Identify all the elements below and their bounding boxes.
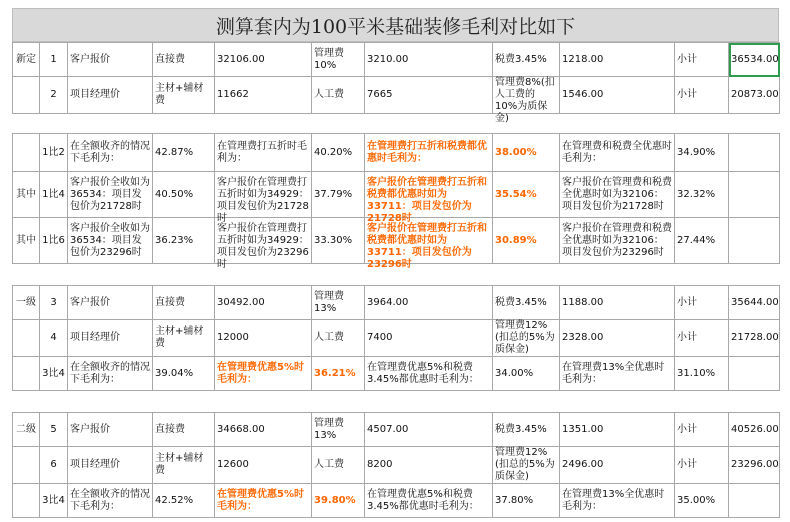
cell[interactable]: 客户报价 (68, 286, 153, 320)
cell[interactable] (729, 357, 780, 391)
table-row (13, 43, 780, 77)
cell[interactable]: 在管理费13%全优惠时毛利为： (560, 484, 675, 518)
cell[interactable]: 直接费 (153, 286, 215, 320)
cell[interactable]: 40.50% (153, 172, 215, 218)
table-row (13, 172, 780, 218)
margin-comparison-table (12, 42, 780, 518)
cell[interactable]: 税费3.45% (493, 413, 560, 447)
cell[interactable]: 在管理费优惠5%时毛利为： (215, 484, 312, 518)
cell[interactable]: 4 (40, 320, 68, 357)
table-row (13, 413, 780, 447)
cell[interactable] (493, 77, 560, 124)
cell[interactable]: 20873.00 (729, 77, 780, 114)
cell-text: 管理费13% (314, 290, 344, 314)
table-row (13, 447, 780, 484)
selected-cell[interactable]: 36534.00 (729, 43, 780, 77)
cell[interactable] (560, 218, 675, 264)
cell[interactable]: 1比4 (40, 172, 68, 218)
cell[interactable] (215, 172, 312, 224)
cell[interactable]: 37.79% (312, 172, 365, 218)
cell[interactable]: 5 (40, 413, 68, 447)
cell[interactable] (13, 77, 40, 114)
cell[interactable]: 38.00% (493, 134, 560, 172)
cell-text: 客户报价在管理费和税费全优惠时如为32106：项目发包价为23296时 (562, 222, 672, 258)
cell[interactable] (13, 484, 40, 518)
cell[interactable]: 33.30% (312, 218, 365, 264)
cell-text: 管理费8%(扣人工费的10%为质保金) (495, 77, 555, 124)
empty-row[interactable] (13, 391, 780, 413)
cell[interactable]: 项目经理价 (68, 447, 153, 484)
cell-text: 客户报价全收如为36534：项目发包价为21728时 (70, 176, 150, 212)
cell[interactable]: 1188.00 (560, 286, 675, 320)
cell-text: 客户报价在管理费和税费全优惠时如为32106：项目发包价为21728时 (562, 176, 672, 212)
cell[interactable]: 小计 (675, 413, 729, 447)
cell-text: 管理费12%(扣总的5%为质保金) (495, 320, 555, 355)
cell[interactable] (312, 286, 365, 320)
cell[interactable]: 35644.00 (729, 286, 780, 320)
cell-text: 客户报价在管理费打五折时如为34929：项目发包价为21728时 (217, 176, 309, 224)
cell[interactable]: 1351.00 (560, 413, 675, 447)
cell[interactable]: 小计 (675, 286, 729, 320)
cell[interactable]: 2496.00 (560, 447, 675, 484)
cell[interactable]: 主材+辅材费 (153, 320, 215, 357)
table-row (13, 320, 780, 357)
cell[interactable]: 34668.00 (215, 413, 312, 447)
cell[interactable]: 3 (40, 286, 68, 320)
cell[interactable]: 27.44% (675, 218, 729, 264)
cell[interactable]: 32.32% (675, 172, 729, 218)
cell[interactable]: 在全额收齐的情况下毛利为： (68, 484, 153, 518)
cell[interactable] (13, 320, 40, 357)
cell[interactable]: 在管理费13%全优惠时毛利为： (560, 357, 675, 391)
cell[interactable] (312, 43, 365, 77)
cell[interactable]: 23296.00 (729, 447, 780, 484)
cell[interactable] (13, 357, 40, 391)
cell-text: 客户报价在管理费打五折和税费都优惠时如为33711：项目发包价为23296时 (367, 222, 487, 270)
cell[interactable]: 7665 (365, 77, 493, 114)
cell[interactable]: 人工费 (312, 447, 365, 484)
cell[interactable] (13, 134, 40, 172)
cell-text: 客户报价在管理费打五折时如为34929：项目发包价为23296时 (217, 222, 309, 270)
cell[interactable]: 42.87% (153, 134, 215, 172)
cell[interactable]: 42.52% (153, 484, 215, 518)
cell[interactable]: 在管理费优惠5%和税费3.45%都优惠时毛利为： (365, 484, 493, 518)
cell[interactable]: 一级 (13, 286, 40, 320)
cell[interactable]: 1218.00 (560, 43, 675, 77)
cell-text: 管理费10% (314, 47, 344, 71)
cell[interactable]: 其中 (13, 172, 40, 218)
cell[interactable]: 40.20% (312, 134, 365, 172)
cell[interactable]: 税费3.45% (493, 286, 560, 320)
cell[interactable]: 项目经理价 (68, 77, 153, 114)
cell[interactable]: 客户报价 (68, 43, 153, 77)
cell[interactable]: 直接费 (153, 43, 215, 77)
cell[interactable] (312, 413, 365, 447)
sheet-title: 测算套内为100平米基础装修毛利对比如下 (12, 8, 779, 42)
cell[interactable]: 在管理费打五折和税费都优惠时毛利为： (365, 134, 493, 172)
cell[interactable]: 小计 (675, 43, 729, 77)
cell[interactable]: 39.80% (312, 484, 365, 518)
cell[interactable] (493, 320, 560, 357)
cell[interactable]: 客户报价 (68, 413, 153, 447)
cell[interactable]: 在全额收齐的情况下毛利为： (68, 134, 153, 172)
cell[interactable] (729, 484, 780, 518)
cell[interactable]: 35.54% (493, 172, 560, 218)
cell[interactable]: 30.89% (493, 218, 560, 264)
table-row (13, 114, 780, 134)
cell[interactable]: 34.90% (675, 134, 729, 172)
cell[interactable]: 2328.00 (560, 320, 675, 357)
cell[interactable]: 12600 (215, 447, 312, 484)
cell[interactable]: 直接费 (153, 413, 215, 447)
cell[interactable]: 7400 (365, 320, 493, 357)
cell[interactable] (729, 172, 780, 218)
cell[interactable]: 4507.00 (365, 413, 493, 447)
cell[interactable] (365, 218, 493, 270)
cell[interactable]: 31.10% (675, 357, 729, 391)
cell[interactable]: 3比4 (40, 484, 68, 518)
cell[interactable] (729, 218, 780, 264)
table-row (13, 357, 780, 391)
cell[interactable]: 30492.00 (215, 286, 312, 320)
cell[interactable]: 2 (40, 77, 68, 114)
cell[interactable]: 3210.00 (365, 43, 493, 77)
cell[interactable]: 8200 (365, 447, 493, 484)
empty-row[interactable] (13, 114, 780, 134)
cell-text: 管理费13% (314, 417, 344, 441)
cell[interactable] (215, 218, 312, 270)
table-row (13, 484, 780, 518)
cell[interactable]: 37.80% (493, 484, 560, 518)
cell[interactable]: 项目经理价 (68, 320, 153, 357)
cell[interactable]: 小计 (675, 77, 729, 114)
cell[interactable]: 税费3.45% (493, 43, 560, 77)
table-row (13, 218, 780, 264)
table-row (13, 391, 780, 413)
cell[interactable]: 36.21% (312, 357, 365, 391)
cell[interactable]: 1比2 (40, 134, 68, 172)
cell[interactable]: 32106.00 (215, 43, 312, 77)
cell[interactable]: 39.04% (153, 357, 215, 391)
cell[interactable]: 其中 (13, 218, 40, 264)
cell[interactable]: 40526.00 (729, 413, 780, 447)
cell[interactable] (68, 172, 153, 218)
cell[interactable]: 3比4 (40, 357, 68, 391)
cell[interactable] (365, 172, 493, 224)
cell[interactable]: 34.00% (493, 357, 560, 391)
cell[interactable]: 二级 (13, 413, 40, 447)
cell[interactable]: 35.00% (675, 484, 729, 518)
cell[interactable] (729, 134, 780, 172)
cell-text: 管理费12%(扣总的5%为质保金) (495, 447, 555, 482)
cell[interactable]: 11662 (215, 77, 312, 114)
table-row (13, 134, 780, 172)
cell-text: 客户报价全收如为36534：项目发包价为23296时 (70, 222, 150, 258)
cell[interactable] (493, 447, 560, 484)
cell[interactable]: 小计 (675, 447, 729, 484)
cell[interactable]: 新定 (13, 43, 40, 77)
cell[interactable]: 6 (40, 447, 68, 484)
cell[interactable]: 在管理费优惠5%时毛利为： (215, 357, 312, 391)
cell[interactable] (560, 172, 675, 218)
cell[interactable]: 1 (40, 43, 68, 77)
cell[interactable]: 21728.00 (729, 320, 780, 357)
cell[interactable]: 1比6 (40, 218, 68, 264)
cell[interactable]: 在全额收齐的情况下毛利为： (68, 357, 153, 391)
cell[interactable]: 人工费 (312, 77, 365, 114)
cell[interactable]: 人工费 (312, 320, 365, 357)
cell[interactable]: 主材+辅材费 (153, 447, 215, 484)
table-row (13, 286, 780, 320)
cell[interactable] (68, 218, 153, 264)
cell[interactable]: 1546.00 (560, 77, 675, 114)
cell[interactable]: 在管理费优惠5%和税费3.45%都优惠时毛利为： (365, 357, 493, 391)
cell[interactable]: 小计 (675, 320, 729, 357)
cell[interactable] (13, 447, 40, 484)
cell[interactable]: 在管理费和税费全优惠时毛利为： (560, 134, 675, 172)
cell[interactable]: 36.23% (153, 218, 215, 264)
cell[interactable]: 在管理费打五折时毛利为： (215, 134, 312, 172)
table-row (13, 77, 780, 114)
cell[interactable]: 主材+辅材费 (153, 77, 215, 114)
cell[interactable]: 12000 (215, 320, 312, 357)
cell[interactable]: 3964.00 (365, 286, 493, 320)
cell-text: 客户报价在管理费打五折和税费都优惠时如为33711：项目发包价为21728时 (367, 176, 487, 224)
